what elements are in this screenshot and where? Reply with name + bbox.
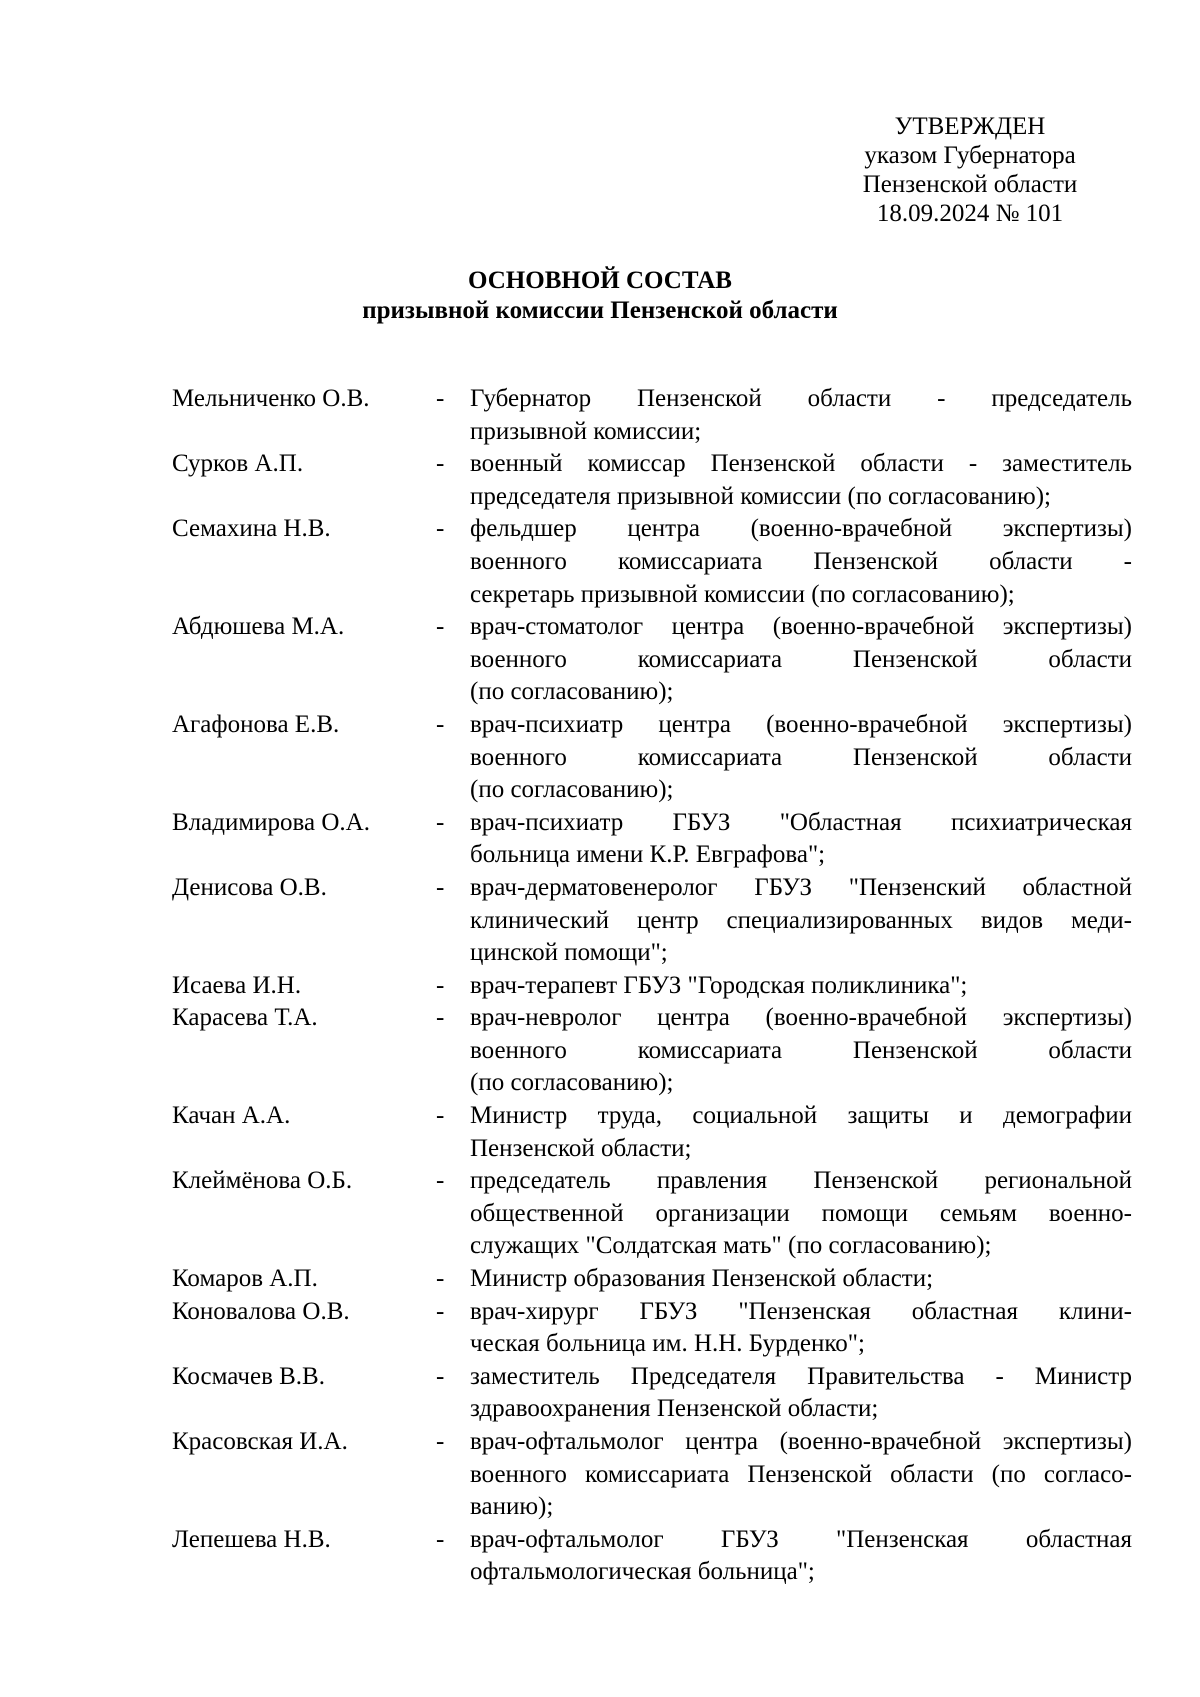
member-role [470, 1165, 1132, 1263]
member-role [470, 448, 1132, 513]
member-dash: - [436, 808, 445, 836]
member-role-line: военного комиссариата Пензенской области (по согласо- [470, 1460, 1132, 1488]
member-role-line: Губернатор Пензенской области - председатель [470, 385, 1132, 412]
member-row [172, 709, 1132, 807]
member-name: Космачев В.В. [172, 1362, 325, 1390]
member-role-line: здравоохранения Пензенской области; [470, 1395, 879, 1423]
member-role-line: военный комиссар Пензенской области - заместитель [470, 450, 1132, 478]
member-role-line: военного комиссариата Пензенской области [470, 645, 1132, 673]
member-dash: - [436, 710, 445, 738]
member-role-line: цинской помощи"; [470, 939, 668, 967]
member-role-line: врач-офтальмолог центра (военно-врачебной экспертизы) [470, 1428, 1132, 1455]
member-name: Мельниченко О.В. [172, 385, 370, 412]
member-role-line: офтальмологическая больница"; [470, 1558, 815, 1586]
member-role [470, 1296, 1132, 1361]
member-row [172, 872, 1132, 970]
member-name: Денисова О.В. [172, 873, 327, 901]
title-line: ОСНОВНОЙ СОСТАВ [468, 267, 732, 294]
member-role [470, 1524, 1132, 1589]
member-row [172, 1296, 1132, 1361]
member-row [172, 1100, 1132, 1165]
member-name: Клеймёнова О.Б. [172, 1167, 353, 1195]
member-role-line: Пензенской области; [470, 1134, 692, 1162]
member-name: Абдюшева М.А. [172, 613, 345, 641]
member-row [172, 1361, 1132, 1426]
member-dash: - [436, 385, 445, 412]
member-dash: - [436, 450, 445, 478]
members-list [172, 383, 1132, 1589]
member-name: Карасева Т.А. [172, 1004, 318, 1032]
member-dash: - [436, 1004, 445, 1032]
member-name: Лепешева Н.В. [172, 1525, 331, 1553]
member-role-line: врач-дерматовенеролог ГБУЗ "Пензенский областной [470, 873, 1132, 901]
member-role-line: фельдшер центра (военно-врачебной экспертизы) [470, 515, 1132, 543]
member-role-line: военного комиссариата Пензенской области - [470, 547, 1132, 575]
member-name: Красовская И.А. [172, 1428, 348, 1455]
approval-line: Пензенской области [862, 171, 1078, 198]
member-dash: - [436, 971, 445, 999]
member-name: Сурков А.П. [172, 450, 304, 478]
member-role-line: Министр труда, социальной защиты и демографии [470, 1102, 1132, 1130]
member-dash: - [436, 1265, 445, 1293]
member-role [470, 1263, 1132, 1296]
member-role [470, 513, 1132, 611]
member-role [470, 1002, 1132, 1100]
member-role-line: клинический центр специализированных видов меди- [470, 906, 1132, 934]
approval-line: указом Губернатора [864, 142, 1076, 169]
member-dash: - [436, 1167, 445, 1195]
member-dash: - [436, 1362, 445, 1390]
member-role-line: заместитель Председателя Правительства - Министр [470, 1362, 1132, 1390]
approval-stamp [820, 112, 1120, 228]
member-role-line: врач-хирург ГБУЗ "Пензенская областная клини- [470, 1297, 1132, 1325]
member-role-line: военного комиссариата Пензенской области [470, 1036, 1132, 1064]
member-dash: - [436, 873, 445, 901]
member-role-line: призывной комиссии; [470, 417, 702, 445]
member-role-line: военного комиссариата Пензенской области [470, 743, 1132, 771]
document-title [0, 266, 1200, 326]
member-role [470, 1426, 1132, 1524]
member-role-line: председателя призывной комиссии (по согласованию); [470, 482, 1051, 510]
member-dash: - [436, 1525, 445, 1553]
member-row [172, 1165, 1132, 1263]
member-role-line: врач-терапевт ГБУЗ "Городская поликлиника"; [470, 971, 968, 999]
member-row [172, 383, 1132, 448]
approval-line: УТВЕРЖДЕН [894, 113, 1046, 140]
member-name: Исаева И.Н. [172, 971, 302, 999]
member-role-line: общественной организации помощи семьям военно- [470, 1199, 1132, 1227]
member-dash: - [436, 515, 445, 543]
member-role-line: служащих "Солдатская мать" (по согласованию); [470, 1232, 992, 1260]
approval-date-number: 18.09.2024 № 101 [876, 200, 1064, 227]
member-row [172, 970, 1132, 1003]
member-row [172, 1263, 1132, 1296]
member-role-line: ческая больница им. Н.Н. Бурденко"; [470, 1330, 865, 1358]
member-role-line: врач-офтальмолог ГБУЗ "Пензенская областная [470, 1525, 1132, 1553]
member-role [470, 611, 1132, 709]
member-row [172, 448, 1132, 513]
member-role [470, 1361, 1132, 1426]
member-role-line: врач-стоматолог центра (военно-врачебной экспертизы) [470, 613, 1132, 641]
member-role-line: ванию); [470, 1493, 554, 1521]
member-role-line: врач-невролог центра (военно-врачебной экспертизы) [470, 1004, 1132, 1032]
member-name: Владимирова О.А. [172, 808, 370, 836]
member-role-line: секретарь призывной комиссии (по согласованию); [470, 580, 1015, 608]
member-role [470, 807, 1132, 872]
member-role [470, 383, 1132, 448]
member-role [470, 709, 1132, 807]
member-role-line: (по согласованию); [470, 678, 674, 706]
member-role [470, 970, 1132, 1003]
member-name: Агафонова Е.В. [172, 710, 340, 738]
member-role-line: (по согласованию); [470, 1069, 674, 1097]
member-role [470, 872, 1132, 970]
member-name: Коновалова О.В. [172, 1297, 350, 1325]
member-row [172, 1426, 1132, 1524]
member-role-line: (по согласованию); [470, 776, 674, 804]
member-name: Качан А.А. [172, 1102, 291, 1130]
member-row [172, 1002, 1132, 1100]
member-role-line: больница имени К.Р. Евграфова"; [470, 841, 826, 869]
member-role [470, 1100, 1132, 1165]
member-dash: - [436, 1297, 445, 1325]
member-row [172, 1524, 1132, 1589]
member-role-line: врач-психиатр ГБУЗ "Областная психиатрическая [470, 808, 1132, 836]
member-name: Комаров А.П. [172, 1265, 318, 1293]
member-dash: - [436, 1428, 445, 1455]
member-name: Семахина Н.В. [172, 515, 331, 543]
member-role-line: Министр образования Пензенской области; [470, 1265, 934, 1293]
member-row [172, 513, 1132, 611]
member-dash: - [436, 613, 445, 641]
member-row [172, 611, 1132, 709]
member-row [172, 807, 1132, 872]
member-dash: - [436, 1102, 445, 1130]
member-role-line: врач-психиатр центра (военно-врачебной экспертизы) [470, 710, 1132, 738]
member-role-line: председатель правления Пензенской региональной [470, 1167, 1132, 1195]
subtitle-line: призывной комиссии Пензенской области [362, 297, 838, 324]
